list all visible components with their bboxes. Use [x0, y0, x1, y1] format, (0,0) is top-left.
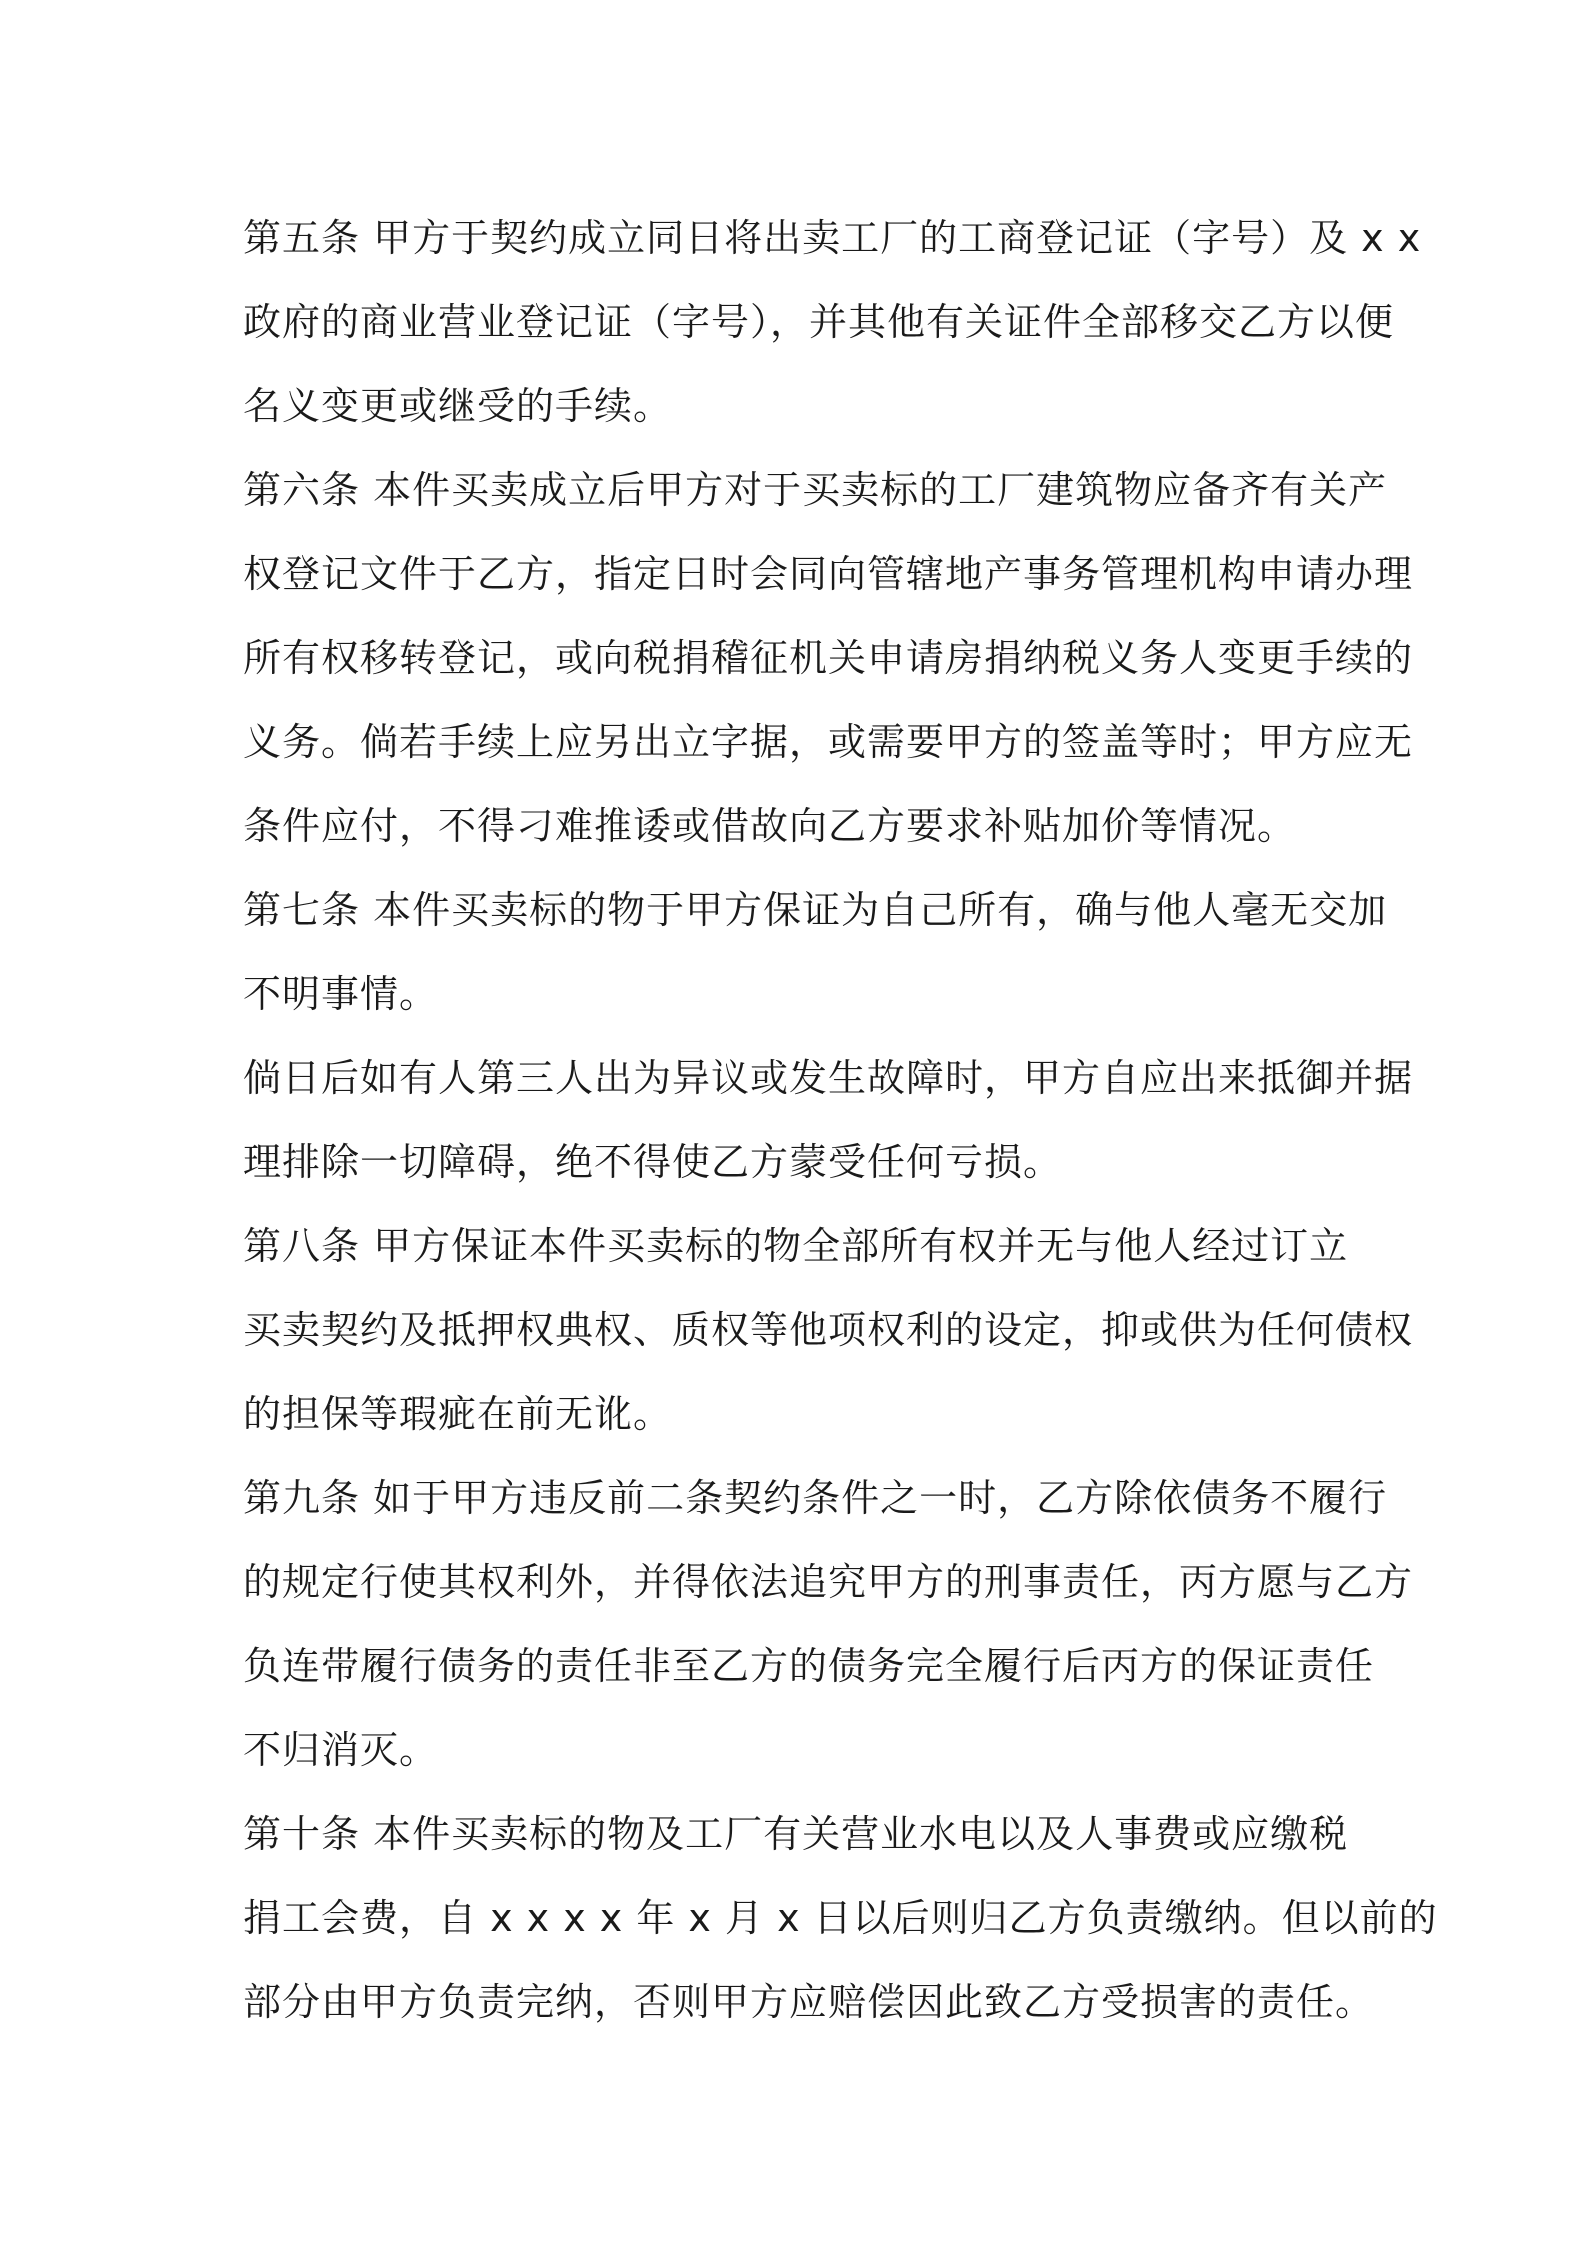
text-line-20: 第十条 本件买卖标的物及工厂有关营业水电以及人事费或应缴税: [243, 1812, 1349, 1856]
text-line-5: 权登记文件于乙方，指定日时会同向管辖地产事务管理机构申请办理: [243, 552, 1414, 596]
text-line-8: 条件应付，不得刁难推诿或借故向乙方要求补贴加价等情况。: [243, 804, 1297, 848]
text-line-7: 义务。倘若手续上应另出立字据，或需要甲方的签盖等时；甲方应无: [243, 720, 1414, 764]
contract-body: [243, 196, 1438, 2044]
text-line-3: 名义变更或继受的手续。: [243, 384, 673, 428]
text-line-17: 的规定行使其权利外，并得依法追究甲方的刑事责任，丙方愿与乙方: [243, 1560, 1414, 1604]
text-line-6: 所有权移转登记，或向税捐稽征机关申请房捐纳税义务人变更手续的: [243, 636, 1414, 680]
text-line-15: 的担保等瑕疵在前无讹。: [243, 1392, 673, 1436]
text-line-4: 第六条 本件买卖成立后甲方对于买卖标的工厂建筑物应备齐有关产: [243, 468, 1388, 512]
text-line-10: 不明事情。: [243, 972, 439, 1016]
text-line-2: 政府的商业营业登记证（字号），并其他有关证件全部移交乙方以便: [243, 300, 1395, 344]
text-line-18: 负连带履行债务的责任非至乙方的债务完全履行后丙方的保证责任: [243, 1644, 1375, 1688]
text-line-13: 第八条 甲方保证本件买卖标的物全部所有权并无与他人经过订立: [243, 1224, 1349, 1268]
text-line-14: 买卖契约及抵押权典权、质权等他项权利的设定，抑或供为任何债权: [243, 1308, 1414, 1352]
text-line-16: 第九条 如于甲方违反前二条契约条件之一时，乙方除依债务不履行: [243, 1476, 1388, 1520]
text-line-11: 倘日后如有人第三人出为异议或发生故障时，甲方自应出来抵御并据: [243, 1056, 1414, 1100]
text-line-19: 不归消灭。: [243, 1728, 439, 1772]
text-line-12: 理排除一切障碍，绝不得使乙方蒙受任何亏损。: [243, 1140, 1063, 1184]
text-line-9: 第七条 本件买卖标的物于甲方保证为自己所有，确与他人毫无交加: [243, 888, 1388, 932]
text-line-22: 部分由甲方负责完纳，否则甲方应赔偿因此致乙方受损害的责任。: [243, 1980, 1375, 2024]
text-line-1: 第五条 甲方于契约成立同日将出卖工厂的工商登记证（字号）及 x x: [243, 216, 1422, 260]
text-line-21: 捐工会费，自 x x x x 年 x 月 x 日以后则归乙方负责缴纳。但以前的: [243, 1896, 1438, 1940]
